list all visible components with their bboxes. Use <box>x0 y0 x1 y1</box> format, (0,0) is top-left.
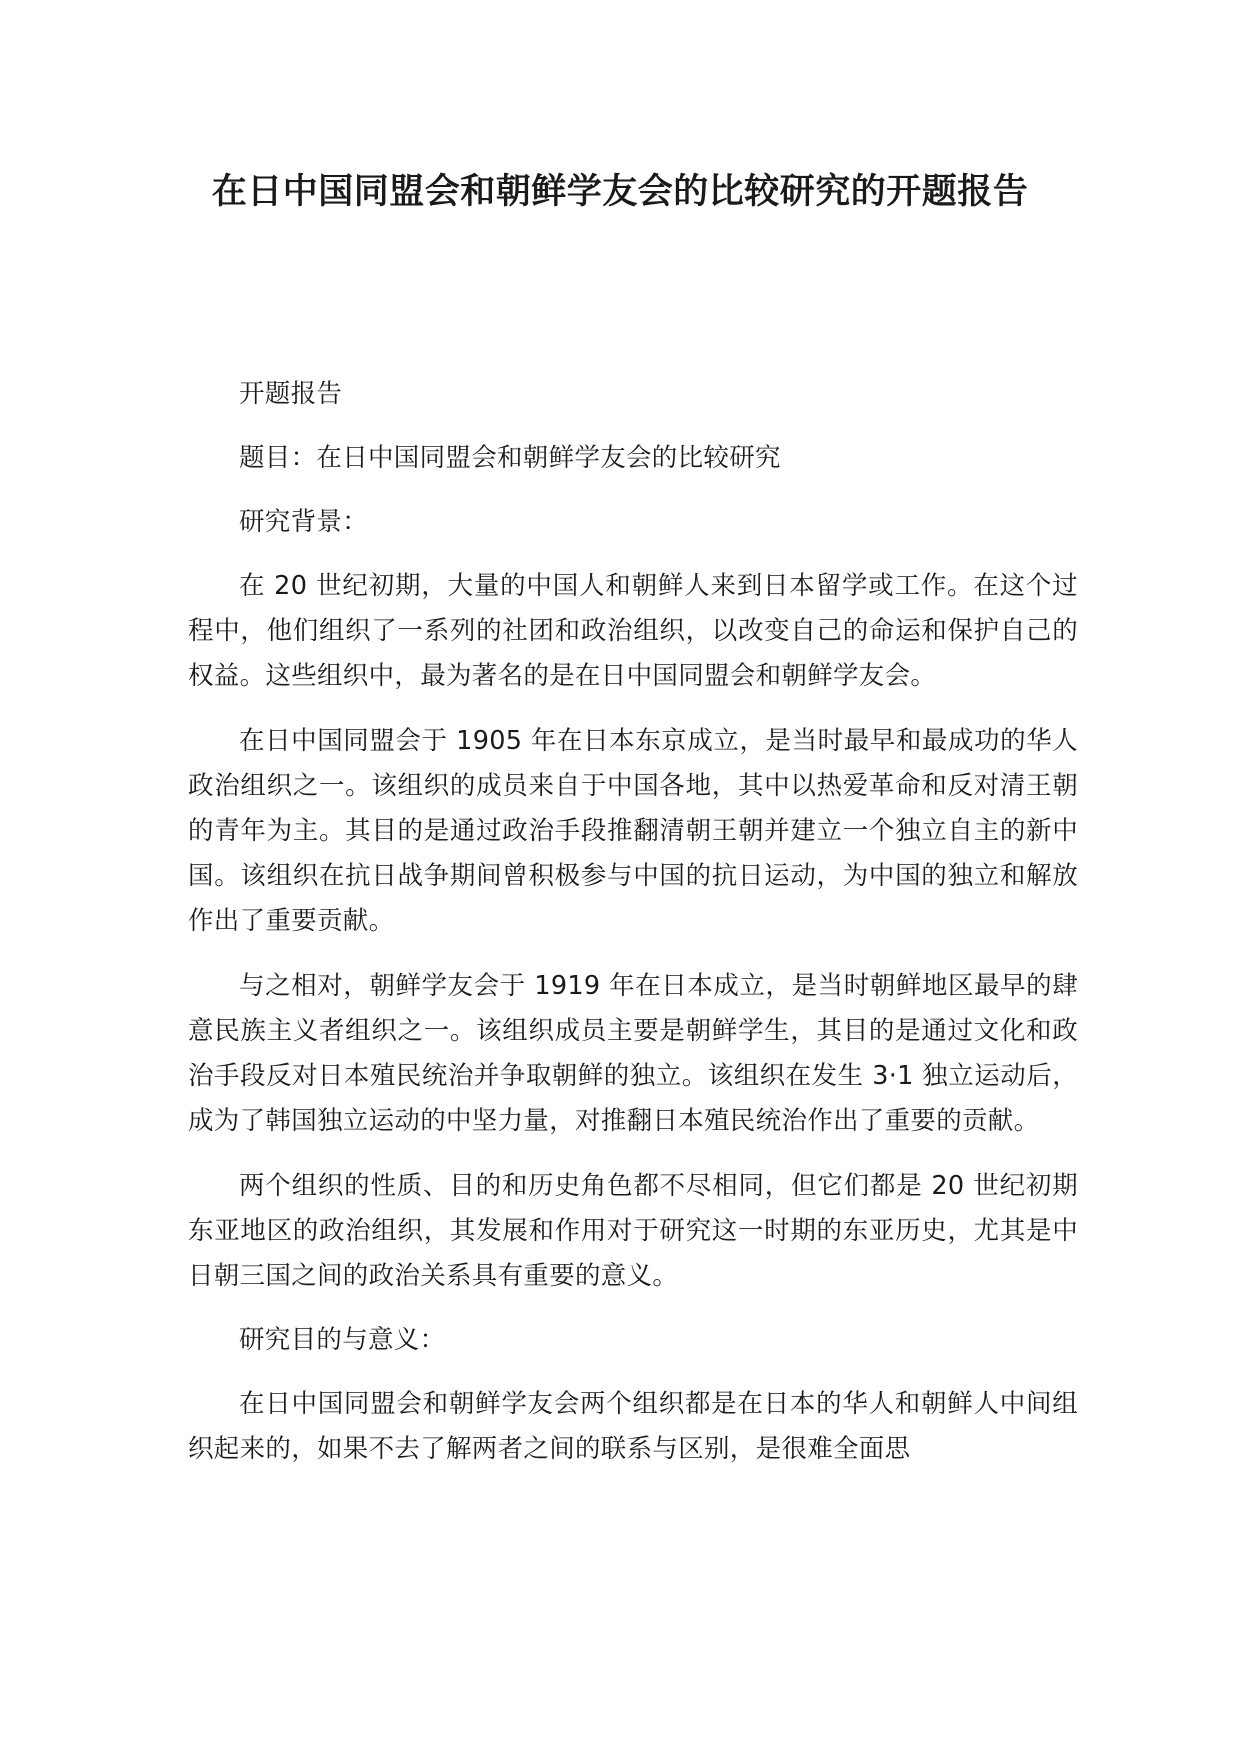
document-title: 在日中国同盟会和朝鲜学友会的比较研究的开题报告 <box>211 172 1029 212</box>
paragraph-comparison: 两个组织的性质、目的和历史角色都不尽相同，但它们都是 20 世纪初期东亚地区的政治组织，其发展和作用对于研究这一时期的东亚历史，尤其是中日朝三国之间的政治关系具有重要的意义。 <box>188 1171 1078 1291</box>
document-body <box>188 372 1078 1472</box>
paragraph-background-intro: 在 20 世纪初期，大量的中国人和朝鲜人来到日本留学或工作。在这个过程中，他们组织了一系列的社团和政治组织，以改变自己的命运和保护自己的权益。这些组织中，最为著名的是在日中国同盟会和朝鲜学友会。 <box>188 571 1078 691</box>
paragraph-heading-background: 研究背景： <box>239 507 369 537</box>
paragraph-heading-report: 开题报告 <box>239 379 343 409</box>
paragraph-purpose: 在日中国同盟会和朝鲜学友会两个组织都是在日本的华人和朝鲜人中间组织起来的，如果不去了解两者之间的联系与区别，是很难全面思 <box>188 1389 1078 1464</box>
paragraph-topic: 题目：在日中国同盟会和朝鲜学友会的比较研究 <box>239 443 781 473</box>
paragraph-xueyouhui: 与之相对，朝鲜学友会于 1919 年在日本成立，是当时朝鲜地区最早的肆意民族主义者组织之一。该组织成员主要是朝鲜学生，其目的是通过文化和政治手段反对日本殖民统治并争取朝鲜的独立。该组织在发生 3·1 独立运动后，成为了韩国独立运动的中坚力量，对推翻日本殖民统治作出了重要的贡献。 <box>188 971 1078 1136</box>
paragraph-tongmenghui: 在日中国同盟会于 1905 年在日本东京成立，是当时最早和最成功的华人政治组织之一。该组织的成员来自于中国各地，其中以热爱革命和反对清王朝的青年为主。其目的是通过政治手段推翻清朝王朝并建立一个独立自主的新中国。该组织在抗日战争期间曾积极参与中国的抗日运动，为中国的独立和解放作出了重要贡献。 <box>188 726 1078 936</box>
paragraph-heading-purpose: 研究目的与意义： <box>239 1325 446 1355</box>
